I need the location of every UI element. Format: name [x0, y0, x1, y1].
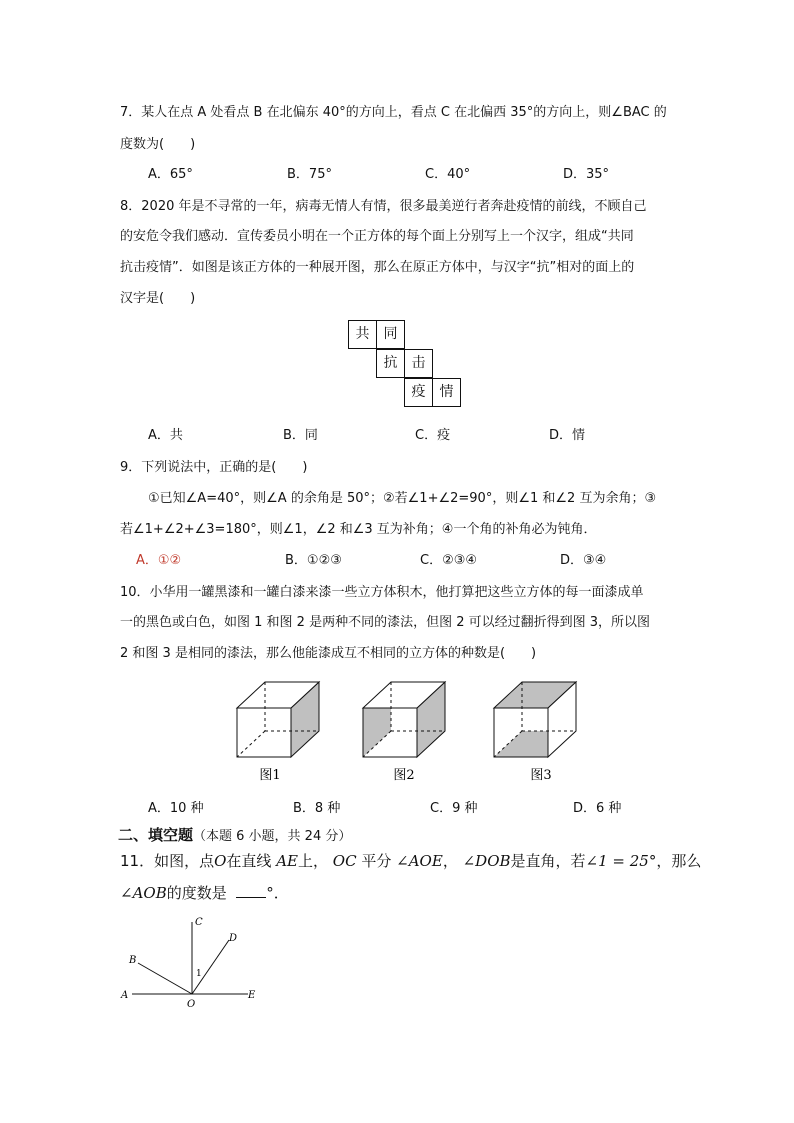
ray-ob [138, 963, 192, 994]
q11-text-line2 [120, 882, 289, 904]
q7-option-b: B．75° [287, 167, 332, 182]
q11-t1: 在直线 [226, 852, 272, 870]
section-heading [118, 825, 351, 847]
q10-text-line3: 2 和图 3 是相同的漆法，那么他能漆成互不相同的立方体的种数是( ) [120, 646, 537, 661]
ray-od [192, 940, 229, 994]
q11-angle-aob: ∠AOB [120, 884, 167, 902]
q8-option-c: C．疫 [415, 428, 451, 443]
label-d: D [229, 933, 238, 944]
net-cell-6: 情 [432, 378, 461, 407]
q10-option-b: B．8 种 [293, 801, 341, 816]
label-c: C [195, 917, 203, 928]
label-b: B [129, 955, 137, 966]
cube-figures [0, 676, 794, 796]
q8-text-line1: 8．2020 年是不寻常的一年，病毒无情人有情，很多最美逆行者奔赴疫情的前线，不顾自己 [120, 199, 647, 214]
q7-option-c: C．40° [425, 167, 471, 182]
q10-option-a: A．10 种 [148, 801, 204, 816]
cube-figure-2 [363, 682, 445, 757]
q9-option-d: D．③④ [560, 553, 607, 568]
q8-text-line2: 的安危令我们感动．宣传委员小明在一个正方体的每个面上分别写上一个汉字，组成“共同 [120, 229, 634, 244]
q9-text-line1: 9．下列说法中，正确的是( ) [120, 460, 308, 475]
net-cell-2: 同 [376, 320, 405, 349]
q7-text-line1: 7．某人在点 A 处看点 B 在北偏东 40°的方向上，看点 C 在北偏西 35°的方向上，则∠BAC 的 [120, 105, 667, 120]
q10-text-line2: 一的黑色或白色，如图 1 和图 2 是两种不同的漆法，但图 2 可以经过翻折得到图 3，所以图 [120, 615, 651, 630]
q11-t6: ，那么 [656, 852, 702, 870]
q11-t7: 的度数是 [166, 884, 227, 902]
q7-text-line2: 度数为( ) [120, 137, 196, 152]
q11-answer-blank [236, 883, 266, 898]
label-e: E [248, 990, 256, 1001]
q7-option-a: A．65° [148, 167, 193, 182]
q11-t5: 是直角，若 [510, 852, 586, 870]
q7-option-d: D．35° [563, 167, 610, 182]
q11-ray-oc: OC [332, 852, 357, 870]
net-cell-4: 击 [404, 349, 433, 378]
cube-figure-1 [237, 682, 319, 757]
net-cell-5: 疫 [404, 378, 433, 407]
q9-option-b: B．①②③ [285, 553, 342, 568]
q8-option-d: D．情 [549, 428, 586, 443]
net-cell-1: 共 [348, 320, 377, 349]
angle-figure [0, 910, 794, 1020]
q9-text-line2: ①已知∠A=40°，则∠A 的余角是 50°；②若∠1+∠2=90°，则∠1 和∠2 互为余角；③ [148, 491, 657, 506]
q10-text-line1: 10．小华用一罐黑漆和一罐白漆来漆一些立方体积木，他打算把这些立方体的每一面漆成单 [120, 585, 644, 600]
q8-text-line3: 抗击疫情”．如图是该正方体的一种展开图，那么在原正方体中，与汉字“抗”相对的面上的 [120, 260, 635, 275]
q11-point-o: O [214, 852, 227, 870]
q11-line-ae: AE [276, 852, 298, 870]
q11-angle-aoe: ∠AOE [396, 852, 443, 870]
q11-prefix: 11．如图，点 [120, 852, 215, 870]
q8-option-a: A．共 [148, 428, 183, 443]
label-angle-1: 1 [196, 969, 202, 979]
figure-label-1: 图1 [259, 768, 281, 783]
q9-text-line3: 若∠1+∠2+∠3=180°，则∠1，∠2 和∠3 互为补角；④一个角的补角必为钝角． [120, 522, 597, 537]
q8-option-b: B．同 [283, 428, 318, 443]
q11-t3: 平分 [361, 852, 392, 870]
label-o: O [187, 999, 196, 1010]
section-note: （本题 6 小题，共 24 分） [193, 829, 352, 844]
figure-label-3: 图3 [530, 768, 552, 783]
q11-t2: 上， [298, 852, 329, 870]
q9-option-a: A．①② [136, 553, 182, 568]
q11-text-line1 [120, 850, 701, 872]
q11-angle-dob: ∠DOB [462, 852, 511, 870]
q8-text-line4: 汉字是( ) [120, 291, 196, 306]
net-cell-3: 抗 [376, 349, 405, 378]
q11-unit: °． [266, 884, 289, 902]
q10-option-c: C．9 种 [430, 801, 478, 816]
q9-option-c: C．②③④ [420, 553, 478, 568]
cube-figure-3 [494, 682, 576, 757]
q10-option-d: D．6 种 [573, 801, 622, 816]
section-title: 二、填空题 [118, 826, 194, 844]
figure-label-2: 图2 [393, 768, 415, 783]
q11-t4: ， [442, 852, 458, 870]
q11-angle-cond: ∠1 = 25° [585, 852, 657, 870]
label-a: A [121, 990, 129, 1001]
